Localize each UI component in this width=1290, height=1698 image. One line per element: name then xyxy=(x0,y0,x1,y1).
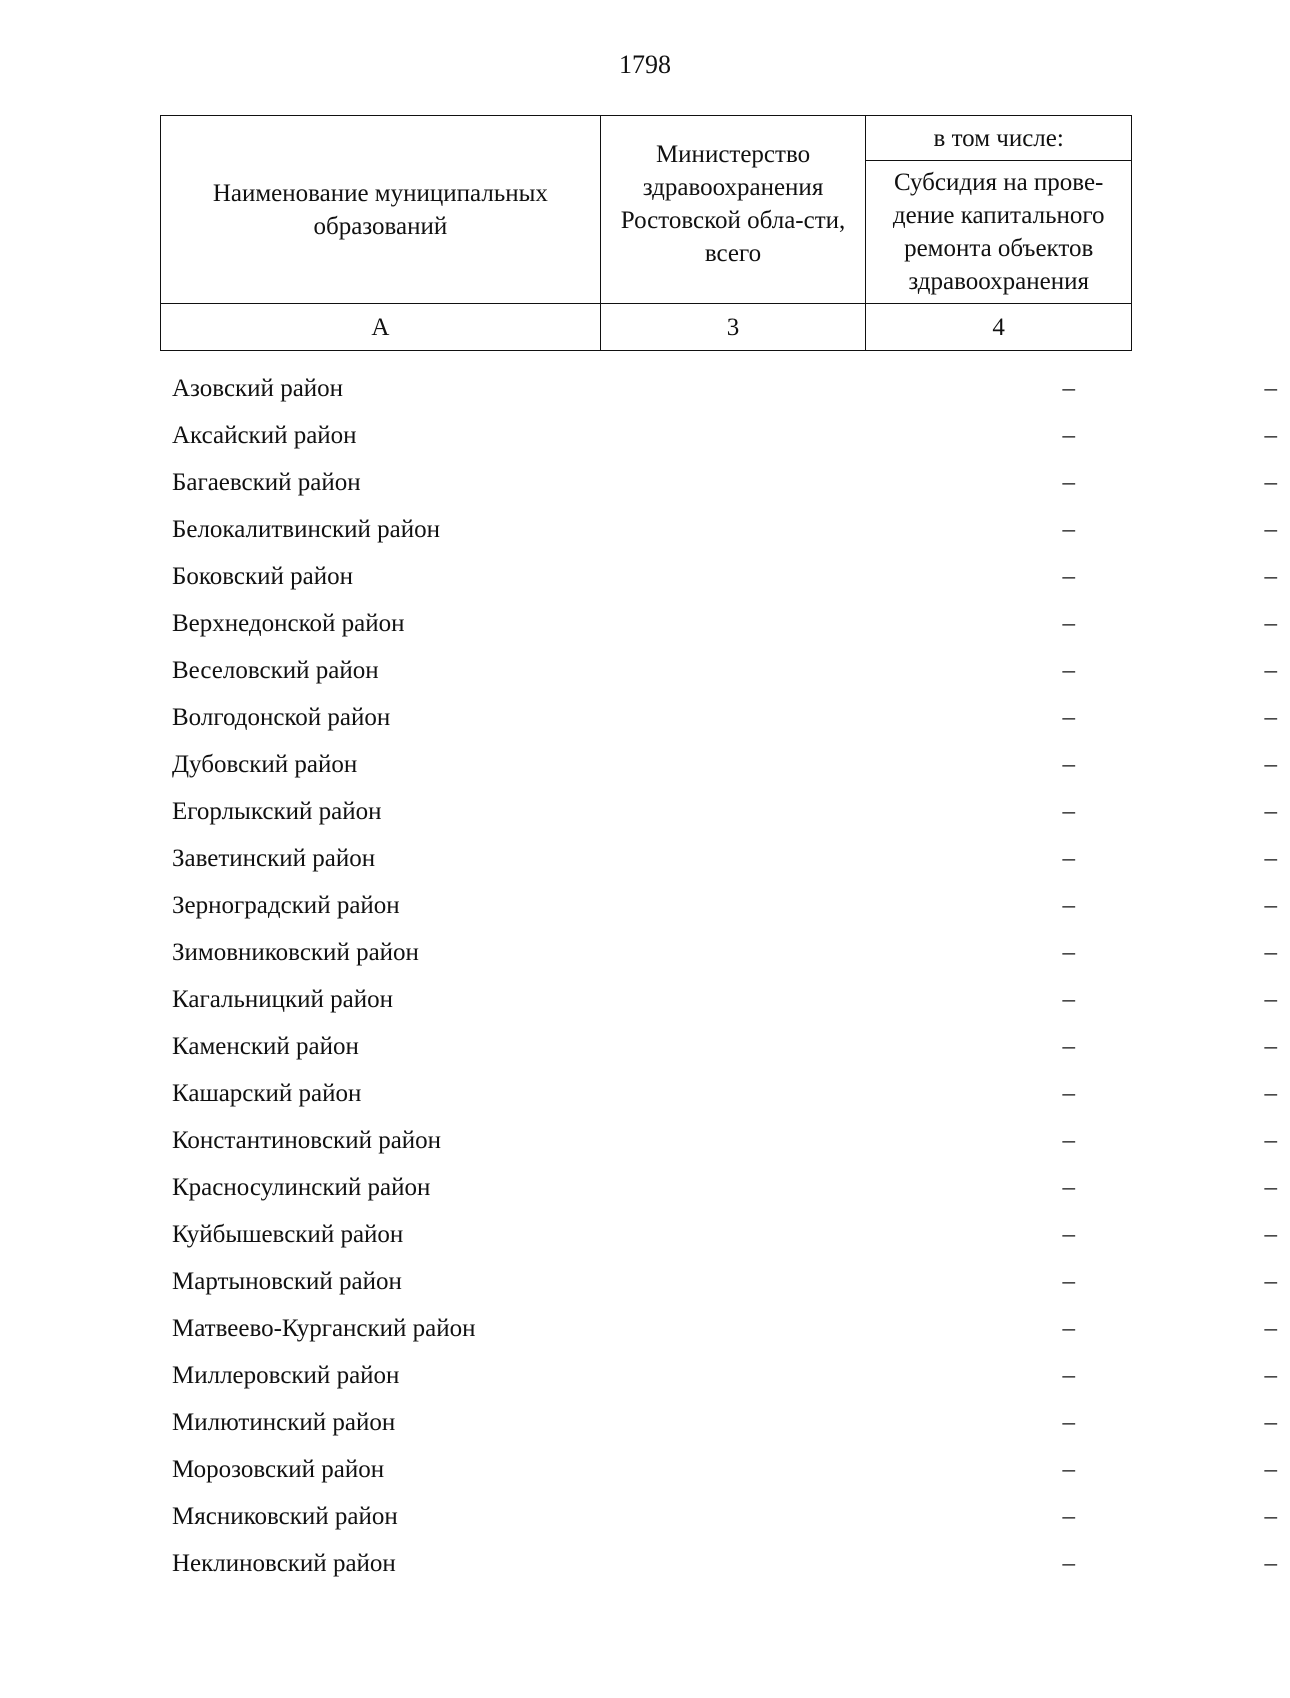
subsidy-value: – xyxy=(1264,1503,1277,1530)
table-row xyxy=(160,1023,1277,1070)
subsidy-value: – xyxy=(1264,892,1277,919)
subsidy-value: – xyxy=(1264,1174,1277,1201)
ministry-total-value: – xyxy=(1062,798,1075,825)
header-including: в том числе: xyxy=(866,116,1132,161)
ministry-total-value: – xyxy=(1062,469,1075,496)
header-ministry-total-text: Министерство здравоохранения Ростовской обла-сти, всего xyxy=(620,140,846,267)
index-cell-a: А xyxy=(161,304,601,351)
table-header xyxy=(160,115,1132,351)
table-row xyxy=(160,365,1277,412)
municipality-name: Матвеево-Курганский район xyxy=(172,1315,476,1342)
municipality-name: Красносулинский район xyxy=(172,1174,431,1201)
ministry-total-value: – xyxy=(1062,1033,1075,1060)
ministry-total-value: – xyxy=(1062,1503,1075,1530)
ministry-total-value: – xyxy=(1062,1362,1075,1389)
table-row xyxy=(160,1211,1277,1258)
subsidy-value: – xyxy=(1264,845,1277,872)
subsidy-value: – xyxy=(1264,1221,1277,1248)
index-cell-4: 4 xyxy=(866,304,1132,351)
subsidy-value: – xyxy=(1264,939,1277,966)
ministry-total-value: – xyxy=(1062,516,1075,543)
subsidy-value: – xyxy=(1264,986,1277,1013)
municipality-name: Мартыновский район xyxy=(172,1268,402,1295)
municipality-name: Мясниковский район xyxy=(172,1503,398,1530)
municipality-name: Морозовский район xyxy=(172,1456,385,1483)
ministry-total-value: – xyxy=(1062,751,1075,778)
ministry-total-value: – xyxy=(1062,939,1075,966)
table-row xyxy=(160,929,1277,976)
subsidy-value: – xyxy=(1264,1315,1277,1342)
municipality-name: Дубовский район xyxy=(172,751,358,778)
ministry-total-value: – xyxy=(1062,704,1075,731)
municipality-name: Неклиновский район xyxy=(172,1550,396,1577)
subsidy-value: – xyxy=(1264,798,1277,825)
ministry-total-value: – xyxy=(1062,1550,1075,1577)
table-row xyxy=(160,506,1277,553)
subsidy-value: – xyxy=(1264,1033,1277,1060)
table-row xyxy=(160,882,1277,929)
subsidy-value: – xyxy=(1264,375,1277,402)
subsidy-value: – xyxy=(1264,610,1277,637)
municipality-name: Верхнедонской район xyxy=(172,610,405,637)
table-row xyxy=(160,741,1277,788)
ministry-total-value: – xyxy=(1062,1080,1075,1107)
municipality-name: Зимовниковский район xyxy=(172,939,419,966)
table-row xyxy=(160,1399,1277,1446)
table-row xyxy=(160,1540,1277,1587)
municipality-name: Кагальницкий район xyxy=(172,986,394,1013)
ministry-total-value: – xyxy=(1062,1127,1075,1154)
municipality-name: Каменский район xyxy=(172,1033,359,1060)
subsidy-value: – xyxy=(1264,1080,1277,1107)
ministry-total-value: – xyxy=(1062,1268,1075,1295)
municipality-name: Белокалитвинский район xyxy=(172,516,440,543)
table-row xyxy=(160,1258,1277,1305)
header-municipality-name: Наименование муниципальных образований xyxy=(161,116,601,304)
page-number: 1798 xyxy=(619,50,671,79)
municipality-name: Кашарский район xyxy=(172,1080,362,1107)
subsidy-value: – xyxy=(1264,563,1277,590)
table-row xyxy=(160,1493,1277,1540)
ministry-total-value: – xyxy=(1062,422,1075,449)
subsidy-value: – xyxy=(1264,1362,1277,1389)
table-row xyxy=(160,1446,1277,1493)
table-row xyxy=(160,553,1277,600)
ministry-total-value: – xyxy=(1062,1315,1075,1342)
municipality-name: Волгодонской район xyxy=(172,704,391,731)
ministry-total-value: – xyxy=(1062,892,1075,919)
ministry-total-value: – xyxy=(1062,1456,1075,1483)
ministry-total-value: – xyxy=(1062,610,1075,637)
municipality-name: Багаевский район xyxy=(172,469,361,496)
header-ministry-total xyxy=(600,116,866,304)
table-row xyxy=(160,459,1277,506)
table-body xyxy=(160,365,1277,1587)
subsidy-value: – xyxy=(1264,469,1277,496)
subsidy-value: – xyxy=(1264,704,1277,731)
table-row xyxy=(160,1117,1277,1164)
municipality-name: Куйбышевский район xyxy=(172,1221,404,1248)
subsidy-value: – xyxy=(1264,422,1277,449)
municipality-name: Заветинский район xyxy=(172,845,376,872)
ministry-total-value: – xyxy=(1062,1221,1075,1248)
ministry-total-value: – xyxy=(1062,657,1075,684)
table-row xyxy=(160,1305,1277,1352)
subsidy-value: – xyxy=(1264,1550,1277,1577)
subsidy-value: – xyxy=(1264,1268,1277,1295)
municipality-name: Аксайский район xyxy=(172,422,357,449)
index-cell-3: 3 xyxy=(600,304,866,351)
ministry-total-value: – xyxy=(1062,375,1075,402)
subsidy-value: – xyxy=(1264,516,1277,543)
table-row xyxy=(160,694,1277,741)
municipality-name: Веселовский район xyxy=(172,657,379,684)
subsidy-value: – xyxy=(1264,751,1277,778)
table-row xyxy=(160,788,1277,835)
ministry-total-value: – xyxy=(1062,1174,1075,1201)
table-row xyxy=(160,1352,1277,1399)
municipality-name: Миллеровский район xyxy=(172,1362,400,1389)
table-row xyxy=(160,412,1277,459)
table-row xyxy=(160,835,1277,882)
table-row xyxy=(160,1164,1277,1211)
municipality-name: Константиновский район xyxy=(172,1127,442,1154)
ministry-total-value: – xyxy=(1062,563,1075,590)
subsidy-value: – xyxy=(1264,1409,1277,1436)
municipality-name: Азовский район xyxy=(172,375,344,402)
municipality-name: Милютинский район xyxy=(172,1409,396,1436)
table-row xyxy=(160,647,1277,694)
table-row xyxy=(160,1070,1277,1117)
municipality-name: Егорлыкский район xyxy=(172,798,382,825)
municipality-name: Боковский район xyxy=(172,563,353,590)
ministry-total-value: – xyxy=(1062,986,1075,1013)
header-subsidy: Субсидия на прове-дение капитального ремонта объектов здравоохранения xyxy=(866,161,1132,304)
table-row xyxy=(160,600,1277,647)
municipality-name: Зерноградский район xyxy=(172,892,400,919)
ministry-total-value: – xyxy=(1062,1409,1075,1436)
ministry-total-value: – xyxy=(1062,845,1075,872)
subsidy-value: – xyxy=(1264,657,1277,684)
table-row xyxy=(160,976,1277,1023)
subsidy-value: – xyxy=(1264,1456,1277,1483)
subsidy-value: – xyxy=(1264,1127,1277,1154)
